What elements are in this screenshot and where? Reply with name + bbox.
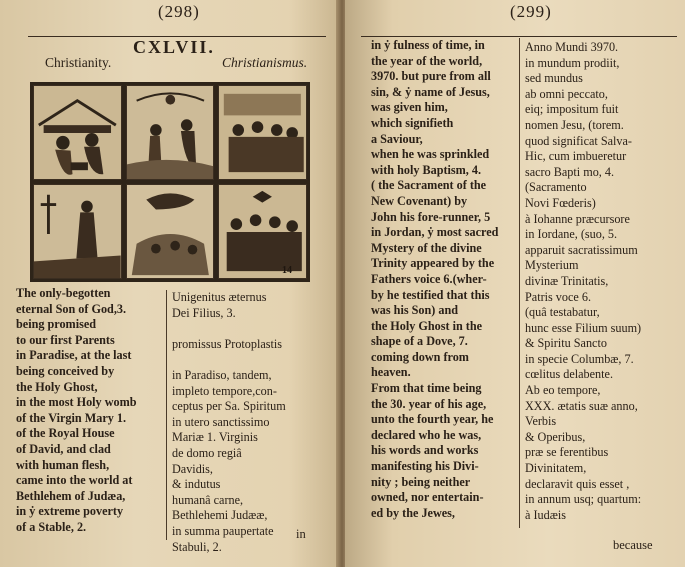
woodcut-panel-baptism (126, 85, 215, 180)
text-line: in summa paupertate (172, 523, 274, 538)
text-line: divinæ Trinitatis, (525, 273, 609, 288)
text-line: Divinitatem, (525, 461, 587, 476)
text-line: sin, & ẏ name of Jesus, (371, 84, 490, 99)
text-line: of David, and clad (16, 441, 111, 456)
text-line: manifesting his Divi- (371, 459, 479, 474)
text-line: Stabuli, 2. (172, 539, 222, 554)
text-line: à Iudæis (525, 507, 566, 522)
text-line: apparuit sacratissimum (525, 242, 638, 257)
text-line: (Sacramento (525, 180, 587, 195)
text-line: his words and works (371, 443, 479, 458)
text-line: of the Virgin Mary 1. (16, 410, 127, 425)
text-line: Mystery of the divine (371, 240, 482, 255)
woodcut-illustration (30, 82, 310, 282)
text-line: New Covenant) by (371, 193, 468, 208)
text-line (172, 352, 286, 368)
text-line: Patris voce 6. (525, 289, 592, 304)
text-line: quod significat Salva- (525, 133, 632, 148)
text-line: Anno Mundi 3970. (525, 40, 619, 54)
text-line: humanâ carne, (172, 492, 244, 507)
english-text-column (16, 286, 137, 536)
text-line: was given him, (371, 100, 448, 115)
text-line: (quâ testabatur, (525, 305, 600, 320)
column-divider (166, 290, 167, 540)
text-line: ( the Sacrament of the (371, 178, 487, 193)
woodcut-panel-teaching (218, 85, 307, 180)
text-line: ed by the Jewes, (371, 505, 455, 520)
woodcut-panel-pentecost (218, 184, 307, 279)
text-line: eiq; impositum fuit (525, 102, 619, 117)
text-line: in Iordane, (suo, 5. (525, 227, 618, 242)
text-line: the Holy Ghost in the (371, 318, 483, 333)
text-line: Ab eo tempore, (525, 383, 601, 398)
text-line: in Jordan, ẏ most sacred (371, 225, 499, 240)
text-line: in utero sanctissimo (172, 414, 270, 429)
woodcut-panel-nativity (33, 85, 122, 180)
text-line: Mysterium (525, 258, 579, 273)
catchword: in (296, 527, 306, 541)
text-line: when he was sprinkled (371, 147, 490, 162)
english-text-column (371, 38, 498, 521)
title-latin: Christianismus. (222, 55, 308, 70)
text-line: hunc esse Filium suum) (525, 320, 642, 335)
text-line: de domo regiâ (172, 445, 242, 460)
woodcut-panel-ascension (126, 184, 215, 279)
latin-text-column (172, 290, 286, 555)
text-line: Mariæ 1. Virginis (172, 430, 258, 445)
text-line: Trinity appeared by the (371, 256, 495, 271)
text-line: the Holy Ghost, (16, 379, 98, 394)
woodcut-panel-number: 14 (281, 265, 292, 276)
title-english: Christianity. (45, 55, 112, 70)
text-line: a Saviour, (371, 131, 423, 146)
text-line: in Paradise, at the last (16, 348, 132, 363)
text-line: in specie Columbæ, 7. (525, 351, 634, 366)
text-line: ab omni peccato, (525, 86, 608, 101)
text-line: in ẏ fulness of time, in (371, 38, 485, 52)
text-line: Dei Filius, 3. (172, 305, 236, 320)
text-line: in Paradiso, tandem, (172, 367, 272, 382)
text-line: præ se ferentibus (525, 445, 609, 460)
text-line: in ẏ extreme poverty (16, 504, 124, 519)
text-line: à Iohanne præcursore (525, 211, 630, 226)
text-line: with human flesh, (16, 457, 110, 472)
text-line: declared who he was, (371, 427, 482, 442)
text-line: was his Son) and (371, 303, 459, 318)
text-line: coming down from (371, 349, 469, 364)
text-line: unto the fourth year, he (371, 412, 494, 427)
text-line: Bethlehem of Judæa, (16, 488, 126, 503)
text-line (172, 321, 286, 337)
text-line: owned, nor entertain- (371, 490, 484, 505)
text-line: From that time being (371, 381, 482, 396)
text-line: the 30. year of his age, (371, 396, 487, 411)
text-line: to our first Parents (16, 332, 115, 347)
text-line: & indutus (172, 477, 221, 492)
text-line: cœlitus delabente. (525, 367, 613, 382)
woodcut-panel-crucifixion (33, 184, 122, 279)
text-line: shape of a Dove, 7. (371, 334, 468, 349)
text-line: being promised (16, 317, 97, 332)
text-line: Fathers voice 6.(wher- (371, 271, 487, 286)
text-line: & Spiritu Sancto (525, 336, 607, 351)
header-rule (361, 36, 677, 37)
text-line: of a Stable, 2. (16, 519, 87, 534)
left-page (0, 0, 340, 567)
text-line: declaravit quis esset , (525, 476, 630, 491)
text-line: XXX. ætatis suæ anno, (525, 398, 638, 413)
text-line: came into the world at (16, 473, 133, 488)
text-line: impleto tempore,con- (172, 383, 277, 398)
text-line: promissus Protoplastis (172, 336, 283, 351)
text-line: of the Royal House (16, 426, 115, 441)
text-line: in mundum prodiit, (525, 55, 620, 70)
right-page-number: (299) (510, 2, 552, 21)
latin-text-column (525, 40, 641, 523)
left-page-number: (298) (158, 2, 200, 21)
text-line: eternal Son of God,3. (16, 301, 127, 316)
text-line: John his fore-runner, 5 (371, 209, 491, 224)
text-line: by he testified that this (371, 287, 490, 302)
text-line: in the most Holy womb (16, 395, 137, 410)
text-line: being conceived by (16, 363, 115, 378)
text-line: with holy Baptism, 4. (371, 162, 482, 177)
text-line: which signifieth (371, 115, 454, 130)
text-line: Hic, cum imbueretur (525, 149, 627, 164)
text-line: Unigenitus æternus (172, 290, 267, 304)
text-line: heaven. (371, 365, 411, 380)
text-line: Bethlehemi Judææ, (172, 508, 268, 523)
text-line: Novi Fœderis) (525, 195, 596, 210)
text-line: the year of the world, (371, 53, 483, 68)
right-page (345, 0, 685, 567)
text-line: & Operibus, (525, 429, 586, 444)
chapter-number: CXLVII. (133, 37, 215, 57)
column-divider (519, 38, 520, 528)
text-line: 3970. but pure from all (371, 69, 491, 84)
text-line: Verbis (525, 414, 557, 429)
catchword: because (613, 538, 653, 552)
text-line: The only-begotten (16, 286, 111, 300)
text-line: nity ; being neither (371, 474, 471, 489)
text-line: ceptus per Sa. Spiritum (172, 399, 286, 414)
text-line: sed mundus (525, 71, 583, 86)
text-line: nomen Jesu, (torem. (525, 117, 624, 132)
text-line: sacro Bapti mo, 4. (525, 164, 615, 179)
text-line: in annum usq; quartum: (525, 492, 642, 507)
text-line: Davidis, (172, 461, 213, 476)
